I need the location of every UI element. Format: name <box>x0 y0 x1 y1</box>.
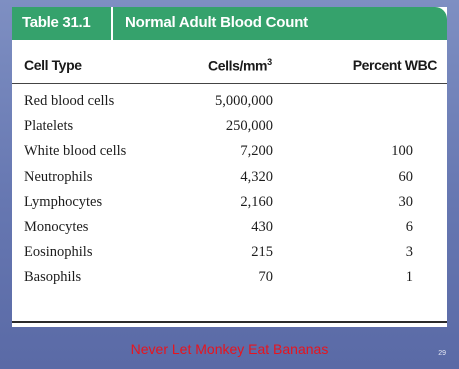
cell-count: 70 <box>258 269 273 286</box>
header-divider <box>111 7 113 40</box>
cell-count: 7,200 <box>240 143 273 160</box>
column-header-cell-type: Cell Type <box>24 57 82 73</box>
table-row <box>12 91 447 116</box>
header-rule <box>12 83 447 84</box>
table-title: Normal Adult Blood Count <box>125 14 308 31</box>
cell-type: Neutrophils <box>24 168 93 185</box>
table-row <box>12 141 447 166</box>
cell-percent: 60 <box>398 168 413 185</box>
column-header-percent-wbc: Percent WBC <box>352 57 437 73</box>
cell-count: 5,000,000 <box>215 93 273 109</box>
cell-percent: 3 <box>405 244 413 261</box>
cell-count: 250,000 <box>225 118 273 135</box>
cells-header-label: Cells/mm <box>208 57 268 74</box>
cell-type: Eosinophils <box>24 244 93 261</box>
column-header-cells-per-mm3 <box>208 57 272 74</box>
table-panel <box>12 7 447 327</box>
table-row <box>12 217 447 242</box>
table-row <box>12 167 447 192</box>
table-row <box>12 267 447 292</box>
cell-type: Red blood cells <box>24 93 115 109</box>
cell-count: 4,320 <box>240 168 273 185</box>
cell-count: 2,160 <box>240 193 273 210</box>
cell-percent: 30 <box>398 193 413 210</box>
slide-number: 29 <box>438 350 446 357</box>
cell-percent: 100 <box>391 143 413 160</box>
table-number: Table 31.1 <box>22 14 91 31</box>
cell-count: 430 <box>251 218 273 235</box>
cell-count: 215 <box>251 244 273 261</box>
table-row <box>12 242 447 267</box>
cell-type: White blood cells <box>24 143 127 160</box>
cell-percent: 1 <box>405 269 413 286</box>
cell-type: Lymphocytes <box>24 193 103 210</box>
table-row <box>12 116 447 141</box>
table-bottom-rule <box>12 321 447 323</box>
cell-percent: 6 <box>405 218 413 235</box>
table-header-bar <box>12 7 447 40</box>
table-body <box>12 91 447 293</box>
cell-type: Monocytes <box>24 218 89 235</box>
cell-type: Platelets <box>24 118 74 135</box>
cells-header-superscript: 3 <box>267 57 272 67</box>
mnemonic-text: Never Let Monkey Eat Bananas <box>130 341 329 357</box>
table-row <box>12 192 447 217</box>
cell-type: Basophils <box>24 269 82 286</box>
